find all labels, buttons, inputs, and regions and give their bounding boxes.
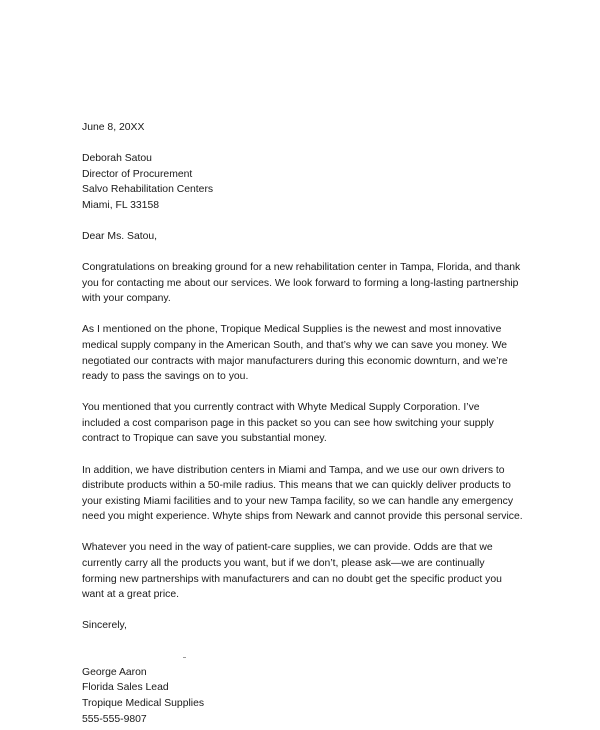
recipient-address (82, 151, 522, 213)
signature-block (82, 665, 522, 727)
letter-body (82, 120, 522, 727)
paragraph-line: included a cost comparison page in this packet so you can see how switching your supply (82, 417, 494, 429)
date-text: June 8, 20XX (82, 122, 145, 133)
recipient-city: Miami, FL 33158 (82, 199, 160, 211)
signer-title: Florida Sales Lead (82, 682, 169, 694)
recipient-organization: Salvo Rehabilitation Centers (82, 184, 214, 196)
paragraph-line: with your company. (82, 293, 171, 305)
paragraph-line: contract to Tropique can save you substantial money. (82, 433, 327, 445)
paragraph-line: want at a great price. (82, 589, 180, 601)
paragraph-distribution (82, 463, 522, 525)
signer-name: George Aaron (82, 666, 147, 678)
recipient-name: Deborah Satou (82, 153, 152, 165)
closing-text: Sincerely, (82, 620, 127, 632)
paragraph-line: forming new partnerships with manufacturers and can no doubt get the specific product you (82, 573, 502, 585)
paragraph-cost-comparison (82, 400, 522, 447)
paragraph-line: distribute products within a 50-mile radius. This means that we can quickly deliver products to (82, 480, 511, 492)
closing (82, 618, 522, 634)
signer-company: Tropique Medical Supplies (82, 698, 205, 710)
letter-date (82, 120, 522, 136)
paragraph-line: medical supply company in the American South, and that’s why we can save you money. We (82, 339, 508, 351)
paragraph-line: Whatever you need in the way of patient-care supplies, we can provide. Odds are that we (82, 542, 493, 554)
stray-mark (183, 657, 186, 658)
paragraph-line: negotiated our contracts with major manufacturers during this economic downturn, and we’re (82, 355, 508, 367)
paragraph-line: you for contacting me about our services. We look forward to forming a long-lasting partnership (82, 277, 519, 289)
salutation-text: Dear Ms. Satou, (82, 230, 158, 242)
paragraph-supplies (82, 540, 522, 602)
paragraph-line: your existing Miami facilities and to your new Tampa facility, so we can handle any emergency (82, 495, 514, 507)
signer-phone: 555-555-9807 (82, 713, 147, 725)
paragraph-line: Congratulations on breaking ground for a new rehabilitation center in Tampa, Florida, and thank (82, 262, 521, 274)
paragraph-line: In addition, we have distribution centers in Miami and Tampa, and we use our own drivers to (82, 464, 505, 476)
paragraph-line: You mentioned that you currently contract with Whyte Medical Supply Corporation. I’ve (82, 402, 480, 414)
paragraph-congratulations (82, 260, 522, 307)
paragraph-line: ready to pass the savings on to you. (82, 371, 249, 383)
paragraph-line: As I mentioned on the phone, Tropique Medical Supplies is the newest and most innovative (82, 324, 502, 336)
paragraph-line: need you might experience. Whyte ships from Newark and cannot provide this personal service. (82, 511, 523, 523)
recipient-title: Director of Procurement (82, 168, 193, 180)
paragraph-line: currently carry all the products you want, but if we don’t, please ask—we are continually (82, 557, 485, 569)
salutation (82, 229, 522, 245)
paragraph-company-intro (82, 322, 522, 384)
